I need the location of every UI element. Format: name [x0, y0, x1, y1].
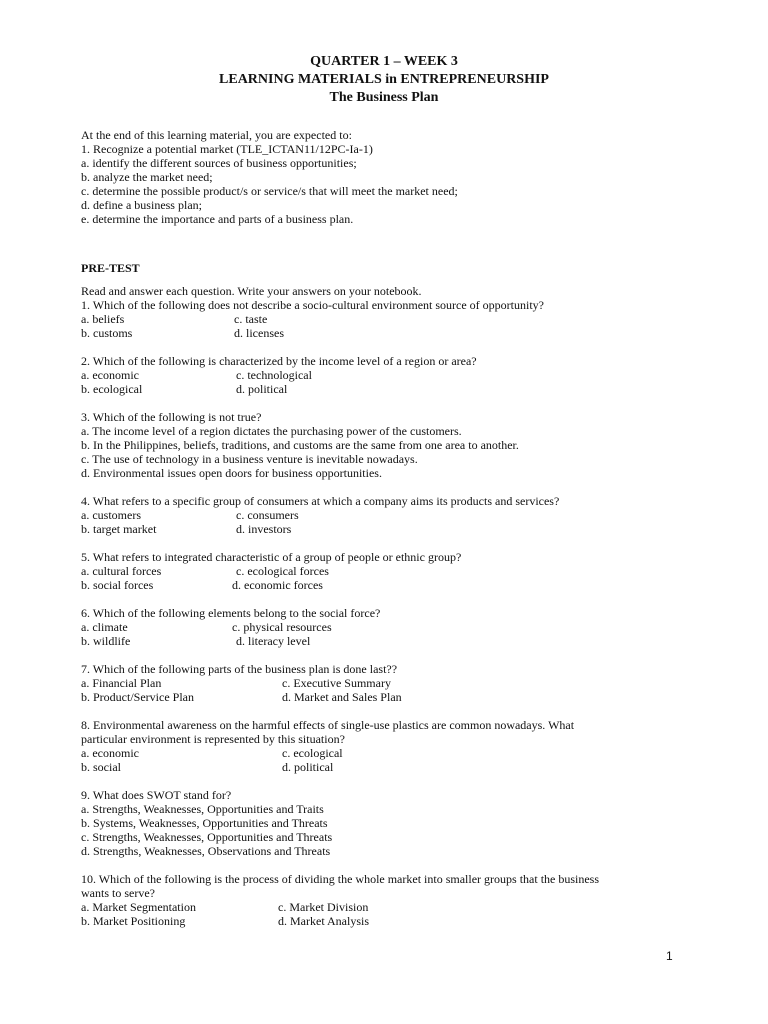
choice-row — [81, 382, 701, 396]
choice-a: a. beliefs — [81, 312, 125, 326]
question-4 — [81, 494, 701, 536]
question-text-continued: wants to serve? — [81, 886, 155, 900]
choice-row — [81, 578, 701, 592]
choice-c: c. The use of technology in a business venture is inevitable nowadays. — [81, 452, 418, 466]
choice-row — [81, 914, 701, 928]
objectives-competency: 1. Recognize a potential market (TLE_ICTAN11/12PC-Ia-1) — [81, 142, 373, 156]
question-text: 9. What does SWOT stand for? — [81, 788, 232, 802]
objectives-section — [81, 128, 701, 226]
choice-c: c. ecological — [282, 746, 343, 760]
choice-b: b. Systems, Weaknesses, Opportunities and Threats — [81, 816, 328, 830]
page-number: 1 — [666, 949, 673, 963]
objective-item: d. define a business plan; — [81, 198, 202, 212]
question-6 — [81, 606, 701, 648]
pretest-instructions: Read and answer each question. Write your answers on your notebook. — [81, 284, 422, 298]
choice-row — [81, 312, 701, 326]
choice-c: c. Market Division — [278, 900, 369, 914]
question-text: 3. Which of the following is not true? — [81, 410, 262, 424]
choice-c: c. Strengths, Weaknesses, Opportunities and Threats — [81, 830, 333, 844]
choice-b: b. ecological — [81, 382, 143, 396]
question-text: 4. What refers to a specific group of consumers at which a company aims its products and services? — [81, 494, 560, 508]
choice-row — [81, 690, 701, 704]
choice-row — [81, 620, 701, 634]
question-text: 2. Which of the following is characterized by the income level of a region or area? — [81, 354, 477, 368]
choice-d: d. economic forces — [232, 578, 323, 592]
choice-b: b. Product/Service Plan — [81, 690, 194, 704]
choice-d: d. literacy level — [236, 634, 311, 648]
choice-d: d. licenses — [234, 326, 284, 340]
choice-row — [81, 326, 701, 340]
question-5 — [81, 550, 701, 592]
objective-item: c. determine the possible product/s or service/s that will meet the market need; — [81, 184, 458, 198]
choice-d: d. Environmental issues open doors for business opportunities. — [81, 466, 382, 480]
question-text: 1. Which of the following does not describe a socio-cultural environment source of opportunity? — [81, 298, 544, 312]
question-8 — [81, 718, 701, 774]
question-7 — [81, 662, 701, 704]
choice-a: a. The income level of a region dictates the purchasing power of the customers. — [81, 424, 462, 438]
question-10 — [81, 872, 701, 928]
objective-item: a. identify the different sources of business opportunities; — [81, 156, 357, 170]
choice-a: a. customers — [81, 508, 141, 522]
question-text: 6. Which of the following elements belong to the social force? — [81, 606, 381, 620]
question-1 — [81, 284, 701, 340]
question-text: 8. Environmental awareness on the harmful effects of single-use plastics are common nowadays. What — [81, 718, 575, 732]
objective-item: b. analyze the market need; — [81, 170, 213, 184]
choice-c: c. technological — [236, 368, 312, 382]
choice-b: b. customs — [81, 326, 133, 340]
choice-row — [81, 746, 701, 760]
choice-row — [81, 564, 701, 578]
choice-c: c. Executive Summary — [282, 676, 391, 690]
choice-a: a. economic — [81, 746, 139, 760]
choice-row — [81, 522, 701, 536]
doc-title-quarter: QUARTER 1 – WEEK 3 — [310, 54, 458, 69]
choice-row — [81, 900, 701, 914]
choice-row — [81, 368, 701, 382]
choice-a: a. economic — [81, 368, 139, 382]
choice-c: c. ecological forces — [236, 564, 329, 578]
choice-a: a. Strengths, Weaknesses, Opportunities and Traits — [81, 802, 324, 816]
objectives-intro: At the end of this learning material, you are expected to: — [81, 128, 352, 142]
objective-item: e. determine the importance and parts of a business plan. — [81, 212, 354, 226]
question-2 — [81, 354, 701, 396]
question-text-continued: particular environment is represented by this situation? — [81, 732, 345, 746]
question-3 — [81, 410, 701, 480]
question-text: 10. Which of the following is the process of dividing the whole market into smaller groups that the business — [81, 872, 600, 886]
choice-row — [81, 634, 701, 648]
choice-a: a. Financial Plan — [81, 676, 162, 690]
choice-row — [81, 676, 701, 690]
choice-c: c. taste — [234, 312, 268, 326]
choice-d: d. political — [282, 760, 334, 774]
choice-d: d. political — [236, 382, 288, 396]
choice-row — [81, 508, 701, 522]
doc-title-subject: LEARNING MATERIALS in ENTREPRENEURSHIP — [219, 72, 549, 87]
choice-d: d. Strengths, Weaknesses, Observations and Threats — [81, 844, 331, 858]
choice-b: b. social forces — [81, 578, 154, 592]
choice-a: a. cultural forces — [81, 564, 162, 578]
question-text: 7. Which of the following parts of the business plan is done last?? — [81, 662, 398, 676]
choice-b: b. In the Philippines, beliefs, traditions, and customs are the same from one area to another. — [81, 438, 519, 452]
choice-a: a. Market Segmentation — [81, 900, 196, 914]
question-text: 5. What refers to integrated characteristic of a group of people or ethnic group? — [81, 550, 462, 564]
choice-c: c. consumers — [236, 508, 299, 522]
doc-title-topic: The Business Plan — [329, 90, 439, 105]
choice-a: a. climate — [81, 620, 128, 634]
choice-b: b. target market — [81, 522, 157, 536]
pretest-heading: PRE-TEST — [81, 261, 140, 275]
choice-row — [81, 760, 701, 774]
choice-d: d. Market Analysis — [278, 914, 369, 928]
choice-d: d. Market and Sales Plan — [282, 690, 402, 704]
choice-b: b. wildlife — [81, 634, 131, 648]
choice-d: d. investors — [236, 522, 292, 536]
choice-b: b. Market Positioning — [81, 914, 186, 928]
question-9 — [81, 788, 701, 858]
choice-c: c. physical resources — [232, 620, 332, 634]
choice-b: b. social — [81, 760, 121, 774]
